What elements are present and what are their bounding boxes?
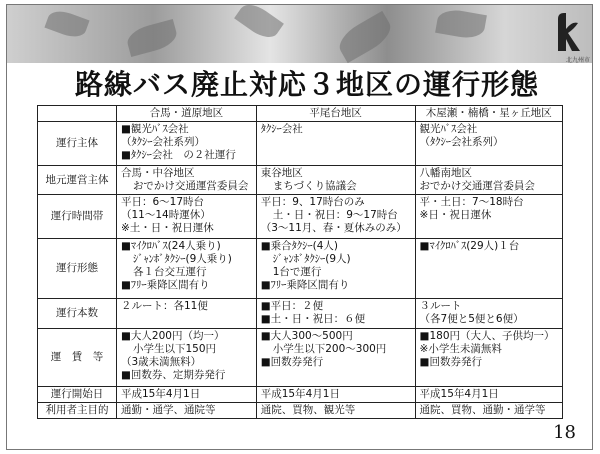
leaf-decoration bbox=[124, 19, 179, 57]
cell-line: 各１台交互運行 bbox=[133, 266, 207, 278]
cell-line: （ﾀｸｼｰ会社系列） bbox=[121, 136, 205, 148]
cell-line: 小学生以下200～300円 bbox=[272, 343, 387, 355]
cell-line: おでかけ交通運営委員会 bbox=[133, 180, 249, 192]
table-row bbox=[38, 387, 563, 403]
table-cell bbox=[117, 239, 257, 299]
cell-line: （3歳未満無料） bbox=[121, 356, 202, 368]
slide bbox=[6, 4, 593, 450]
cell-line: （3～11月、春・夏休みのみ） bbox=[260, 222, 407, 234]
cell-line: ■大人200円（均一） bbox=[121, 330, 225, 342]
leaf-decoration bbox=[44, 7, 89, 41]
cell-line: ※土・日・祝日運休 bbox=[121, 222, 214, 234]
cell-line: 観光ﾊﾞｽ会社 bbox=[419, 123, 478, 135]
leaf-decoration bbox=[234, 5, 284, 43]
cell-line: ■ﾀｸｼｰ会社 の２社運行 bbox=[121, 149, 236, 161]
cell-line: 平日：6～17時台 bbox=[121, 196, 205, 208]
cell-line: ■180円（大人、子供均一） bbox=[419, 330, 555, 342]
table-cell bbox=[117, 387, 257, 403]
table-body bbox=[38, 122, 563, 419]
cell-line: ■ﾏｲｸﾛﾊﾞｽ(24人乗り) bbox=[121, 240, 221, 252]
logo-text: 北九州市 bbox=[565, 57, 590, 63]
operations-table bbox=[37, 105, 563, 419]
cell-line: （11～14時運休） bbox=[121, 209, 211, 221]
table-cell bbox=[256, 329, 415, 387]
cell-line: （ﾀｸｼｰ会社系列） bbox=[419, 136, 504, 148]
table-cell bbox=[415, 122, 562, 166]
table-cell bbox=[117, 166, 257, 195]
table-row bbox=[38, 403, 563, 419]
cell-line: ２ルート：各11便 bbox=[121, 300, 208, 312]
district-header: 合馬・道原地区 bbox=[117, 106, 257, 122]
table-cell bbox=[415, 239, 562, 299]
cell-line: ■乗合ﾀｸｼｰ(4人) bbox=[260, 240, 339, 252]
table-cell bbox=[415, 329, 562, 387]
cell-line: 通院、買物、通勤・通学等 bbox=[419, 404, 546, 416]
header-banner bbox=[7, 5, 592, 63]
cell-line: 平成15年4月1日 bbox=[419, 388, 499, 400]
table-cell bbox=[256, 403, 415, 419]
table-cell bbox=[415, 166, 562, 195]
city-logo-icon bbox=[550, 11, 584, 55]
table-cell bbox=[256, 387, 415, 403]
row-label: 運行本数 bbox=[38, 299, 117, 329]
table-row bbox=[38, 166, 563, 195]
table-header-row bbox=[38, 106, 563, 122]
cell-line: ■回数券発行 bbox=[419, 356, 482, 368]
table-cell bbox=[256, 299, 415, 329]
cell-line: 東谷地区 bbox=[260, 167, 303, 179]
cell-line: 八幡南地区 bbox=[419, 167, 473, 179]
district-header: 木屋瀬・楠橋・星ヶ丘地区 bbox=[415, 106, 562, 122]
cell-line: ３ルート bbox=[419, 300, 462, 312]
table-cell bbox=[415, 403, 562, 419]
cell-line: 平成15年4月1日 bbox=[260, 388, 340, 400]
table-cell bbox=[415, 299, 562, 329]
table-cell bbox=[117, 299, 257, 329]
table-row bbox=[38, 299, 563, 329]
table-cell bbox=[117, 122, 257, 166]
cell-line: まちづくり協議会 bbox=[272, 180, 357, 192]
row-label: 地元運営主体 bbox=[38, 166, 117, 195]
cell-line: ■回数券、定期券発行 bbox=[121, 369, 226, 381]
cell-line: （各7便と5便と6便） bbox=[419, 313, 524, 325]
row-label: 利用者主目的 bbox=[38, 403, 117, 419]
cell-line: 平・土日：7～18時台 bbox=[419, 196, 524, 208]
cell-line: 土・日・祝日：9～17時台 bbox=[272, 209, 398, 221]
row-label: 運行開始日 bbox=[38, 387, 117, 403]
cell-line: 1台で運行 bbox=[272, 266, 322, 278]
cell-line: ■大人300～500円 bbox=[260, 330, 353, 342]
leaf-decoration bbox=[435, 7, 487, 41]
table-cell bbox=[415, 387, 562, 403]
page-title: 路線バス廃止対応３地区の運行形態 bbox=[74, 68, 539, 101]
table-cell bbox=[117, 329, 257, 387]
cell-line: 平成15年4月1日 bbox=[121, 388, 201, 400]
cell-line: 通院、買物、観光等 bbox=[260, 404, 356, 416]
page-number: 18 bbox=[553, 422, 576, 443]
table-cell bbox=[256, 239, 415, 299]
cell-line: 合馬・中谷地区 bbox=[121, 167, 195, 179]
cell-line: おでかけ交通運営委員会 bbox=[419, 180, 535, 192]
table-row bbox=[38, 122, 563, 166]
row-label: 運 賃 等 bbox=[38, 329, 117, 387]
table-cell bbox=[415, 195, 562, 239]
cell-line: ■ﾏｲｸﾛﾊﾞｽ(29人)１台 bbox=[419, 240, 520, 252]
cell-line: ｼﾞｬﾝﾎﾞﾀｸｼｰ(9人) bbox=[272, 253, 351, 265]
row-label: 運行主体 bbox=[38, 122, 117, 166]
table-row bbox=[38, 195, 563, 239]
cell-line: ﾀｸｼｰ会社 bbox=[260, 123, 303, 135]
cell-line: ■回数券発行 bbox=[260, 356, 324, 368]
leaf-decoration bbox=[334, 11, 396, 63]
cell-line: ｼﾞｬﾝﾎﾞﾀｸｼｰ(9人乗り) bbox=[133, 253, 232, 265]
cell-line: ■ﾌﾘｰ乗降区間有り bbox=[121, 279, 210, 291]
row-label: 運行時間帯 bbox=[38, 195, 117, 239]
cell-line: 通勤・通学、通院等 bbox=[121, 404, 216, 416]
district-header: 平尾台地区 bbox=[256, 106, 415, 122]
table-cell bbox=[117, 195, 257, 239]
corner-cell bbox=[38, 106, 117, 122]
table-cell bbox=[256, 122, 415, 166]
cell-line: ■ﾌﾘｰ乗降区間有り bbox=[260, 279, 350, 291]
cell-line: ■土・日・祝日：６便 bbox=[260, 313, 366, 325]
table-cell bbox=[256, 166, 415, 195]
row-label: 運行形態 bbox=[38, 239, 117, 299]
table-row bbox=[38, 329, 563, 387]
cell-line: ■平日：２便 bbox=[260, 300, 324, 312]
table-row bbox=[38, 239, 563, 299]
cell-line: ※日・祝日運休 bbox=[419, 209, 492, 221]
cell-line: ※小学生未満無料 bbox=[419, 343, 502, 355]
cell-line: 小学生以下150円 bbox=[133, 343, 217, 355]
table-cell bbox=[256, 195, 415, 239]
cell-line: ■観光ﾊﾞｽ会社 bbox=[121, 123, 189, 135]
table-cell bbox=[117, 403, 257, 419]
cell-line: 平日：9、17時台のみ bbox=[260, 196, 365, 208]
